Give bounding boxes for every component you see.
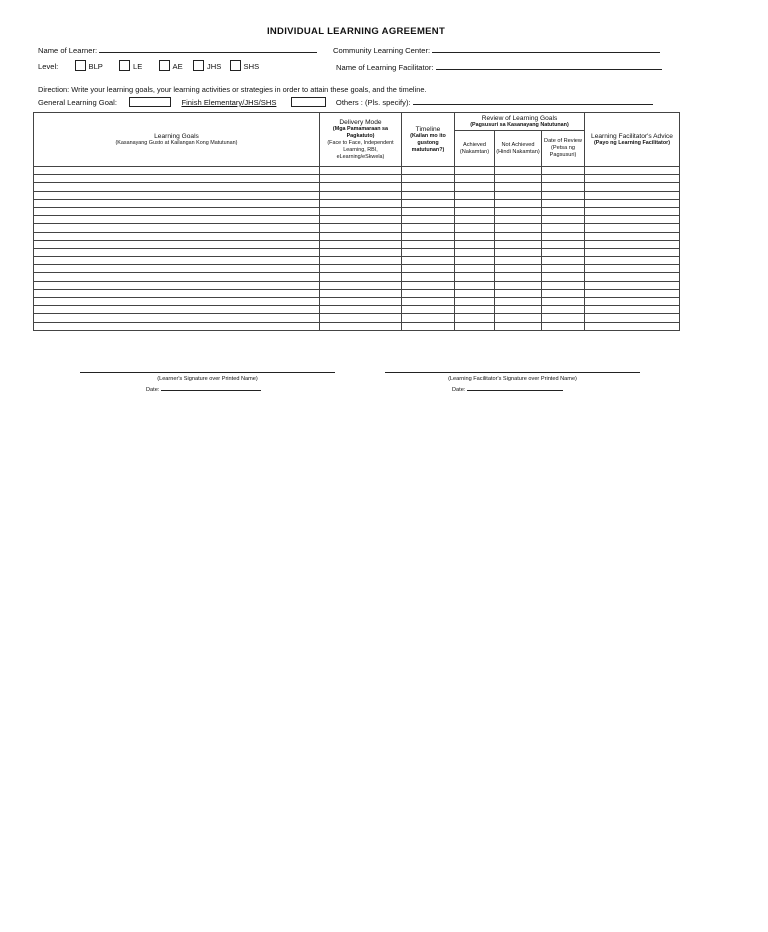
cell-review-date[interactable] <box>542 322 585 330</box>
cell-not-achieved[interactable] <box>495 314 542 322</box>
cell-achieved[interactable] <box>455 216 495 224</box>
table-row <box>34 199 680 207</box>
table-row <box>34 240 680 248</box>
table-row <box>34 232 680 240</box>
learner-signature-caption: (Learner's Signature over Printed Name) <box>157 376 258 382</box>
cell-review-date[interactable] <box>542 306 585 314</box>
cell-not-achieved[interactable] <box>495 298 542 306</box>
cell-delivery[interactable] <box>320 191 402 199</box>
cell-advice[interactable] <box>585 248 680 256</box>
table-row <box>34 289 680 297</box>
cell-goal[interactable] <box>34 298 320 306</box>
cell-timeline[interactable] <box>402 175 455 183</box>
cell-timeline[interactable] <box>402 183 455 191</box>
cell-timeline[interactable] <box>402 265 455 273</box>
cell-delivery[interactable] <box>320 216 402 224</box>
cell-goal[interactable] <box>34 322 320 330</box>
level-option-jhs: JHS <box>206 62 222 71</box>
facilitator-date-label: Date: <box>452 387 466 393</box>
learner-name-label: Name of Learner: <box>38 46 98 55</box>
cell-not-achieved[interactable] <box>495 183 542 191</box>
cell-achieved[interactable] <box>455 183 495 191</box>
cell-advice[interactable] <box>585 167 680 175</box>
cell-achieved[interactable] <box>455 298 495 306</box>
level-checkbox-ae[interactable] <box>159 60 170 71</box>
cell-timeline[interactable] <box>402 281 455 289</box>
cell-review-date[interactable] <box>542 240 585 248</box>
facilitator-row <box>336 61 662 72</box>
cell-review-date[interactable] <box>542 191 585 199</box>
header-achieved: Achieved (Nakamtan) <box>455 131 495 167</box>
cell-achieved[interactable] <box>455 289 495 297</box>
table-row <box>34 167 680 175</box>
cell-not-achieved[interactable] <box>495 232 542 240</box>
cell-review-date[interactable] <box>542 298 585 306</box>
header-learning-goals-sub: (Kasanayang Gusto at Kailangan Kong Matutunan) <box>115 139 238 146</box>
learner-name-field[interactable] <box>99 44 317 53</box>
cell-review-date[interactable] <box>542 257 585 265</box>
table-row <box>34 175 680 183</box>
header-advice <box>585 113 680 167</box>
level-checkbox-shs[interactable] <box>230 60 241 71</box>
cell-delivery[interactable] <box>320 298 402 306</box>
cell-advice[interactable] <box>585 199 680 207</box>
cell-goal[interactable] <box>34 314 320 322</box>
cell-goal[interactable] <box>34 257 320 265</box>
cell-not-achieved[interactable] <box>495 306 542 314</box>
table-row <box>34 281 680 289</box>
cell-achieved[interactable] <box>455 191 495 199</box>
cell-timeline[interactable] <box>402 322 455 330</box>
learning-goals-table <box>33 112 680 331</box>
table-row <box>34 265 680 273</box>
cell-timeline[interactable] <box>402 289 455 297</box>
cell-achieved[interactable] <box>455 281 495 289</box>
cell-achieved[interactable] <box>455 240 495 248</box>
cell-timeline[interactable] <box>402 207 455 215</box>
cell-advice[interactable] <box>585 298 680 306</box>
facilitator-label: Name of Learning Facilitator: <box>336 63 434 72</box>
header-delivery-mode-title: Delivery Mode <box>339 118 382 126</box>
header-learning-goals <box>34 113 320 167</box>
cell-advice[interactable] <box>585 257 680 265</box>
cell-review-date[interactable] <box>542 183 585 191</box>
cell-delivery[interactable] <box>320 265 402 273</box>
header-date-of-review: Date of Review (Petsa ng Pagsusuri) <box>542 131 585 167</box>
cell-advice[interactable] <box>585 191 680 199</box>
cell-delivery[interactable] <box>320 248 402 256</box>
cell-advice[interactable] <box>585 183 680 191</box>
cell-timeline[interactable] <box>402 248 455 256</box>
community-center-label: Community Learning Center: <box>333 46 431 55</box>
header-delivery-mode-note: (Face to Face, Independent Learning, RBI, eLearning/eSkwela) <box>327 139 394 160</box>
cell-achieved[interactable] <box>455 199 495 207</box>
table-row <box>34 273 680 281</box>
cell-not-achieved[interactable] <box>495 199 542 207</box>
cell-achieved[interactable] <box>455 232 495 240</box>
cell-not-achieved[interactable] <box>495 207 542 215</box>
cell-not-achieved[interactable] <box>495 175 542 183</box>
cell-achieved[interactable] <box>455 322 495 330</box>
cell-review-date[interactable] <box>542 224 585 232</box>
general-goal-row <box>38 96 653 107</box>
cell-review-date[interactable] <box>542 248 585 256</box>
cell-advice[interactable] <box>585 224 680 232</box>
cell-not-achieved[interactable] <box>495 273 542 281</box>
cell-review-date[interactable] <box>542 314 585 322</box>
learner-date-row <box>146 384 261 393</box>
cell-advice[interactable] <box>585 273 680 281</box>
cell-timeline[interactable] <box>402 257 455 265</box>
header-review <box>455 113 585 131</box>
level-checkbox-blp[interactable] <box>75 60 86 71</box>
header-timeline-sub: (Kailan mo ito gustong matutunan?) <box>410 132 446 153</box>
header-learning-goals-title: Learning Goals <box>154 132 199 140</box>
level-row <box>38 60 259 71</box>
table-row <box>34 248 680 256</box>
cell-review-date[interactable] <box>542 175 585 183</box>
cell-advice[interactable] <box>585 207 680 215</box>
header-review-sub: (Pagsusuri sa Kasanayang Natutunan) <box>470 121 569 128</box>
cell-goal[interactable] <box>34 232 320 240</box>
learner-date-label: Date: <box>146 387 160 393</box>
cell-goal[interactable] <box>34 265 320 273</box>
general-goal-label: General Learning Goal: <box>38 98 117 107</box>
cell-timeline[interactable] <box>402 298 455 306</box>
header-not-achieved: Not Achieved (Hindi Nakamtan) <box>495 131 542 167</box>
cell-not-achieved[interactable] <box>495 224 542 232</box>
cell-not-achieved[interactable] <box>495 240 542 248</box>
table-row <box>34 183 680 191</box>
cell-advice[interactable] <box>585 232 680 240</box>
facilitator-field[interactable] <box>436 61 662 70</box>
facilitator-date-field[interactable] <box>467 384 563 391</box>
cell-goal[interactable] <box>34 224 320 232</box>
cell-goal[interactable] <box>34 167 320 175</box>
community-center-field[interactable] <box>432 44 660 53</box>
header-advice-title: Learning Facilitator's Advice <box>591 132 673 140</box>
cell-advice[interactable] <box>585 240 680 248</box>
cell-achieved[interactable] <box>455 314 495 322</box>
cell-delivery[interactable] <box>320 306 402 314</box>
table-row <box>34 191 680 199</box>
cell-review-date[interactable] <box>542 216 585 224</box>
cell-timeline[interactable] <box>402 167 455 175</box>
cell-advice[interactable] <box>585 306 680 314</box>
cell-achieved[interactable] <box>455 273 495 281</box>
table-row <box>34 207 680 215</box>
cell-delivery[interactable] <box>320 224 402 232</box>
general-goal-box[interactable] <box>129 97 171 107</box>
table-row <box>34 306 680 314</box>
cell-goal[interactable] <box>34 289 320 297</box>
header-delivery-mode-sub: (Mga Pamamaraan sa Pagkatuto) <box>332 125 389 139</box>
finish-option-box[interactable] <box>291 97 326 107</box>
cell-timeline[interactable] <box>402 232 455 240</box>
community-center-row <box>333 44 660 55</box>
cell-review-date[interactable] <box>542 207 585 215</box>
cell-delivery[interactable] <box>320 175 402 183</box>
cell-timeline[interactable] <box>402 240 455 248</box>
facilitator-signature-caption: (Learning Facilitator's Signature over Printed Name) <box>448 376 577 382</box>
header-timeline <box>402 113 455 167</box>
cell-delivery[interactable] <box>320 183 402 191</box>
cell-delivery[interactable] <box>320 314 402 322</box>
cell-delivery[interactable] <box>320 240 402 248</box>
cell-goal[interactable] <box>34 175 320 183</box>
cell-not-achieved[interactable] <box>495 216 542 224</box>
cell-review-date[interactable] <box>542 273 585 281</box>
learner-name-row <box>38 44 317 55</box>
cell-achieved[interactable] <box>455 265 495 273</box>
header-review-title: Review of Learning Goals <box>481 114 558 122</box>
cell-achieved[interactable] <box>455 175 495 183</box>
level-label: Level: <box>38 62 59 71</box>
level-option-blp: BLP <box>88 62 103 71</box>
finish-option-label: Finish Elementary/JHS/SHS <box>181 98 277 107</box>
level-option-shs: SHS <box>243 62 260 71</box>
cell-delivery[interactable] <box>320 322 402 330</box>
cell-goal[interactable] <box>34 281 320 289</box>
cell-achieved[interactable] <box>455 248 495 256</box>
facilitator-signature-line[interactable] <box>385 372 640 373</box>
learner-date-field[interactable] <box>161 384 261 391</box>
table-row <box>34 257 680 265</box>
cell-delivery[interactable] <box>320 257 402 265</box>
table-row <box>34 298 680 306</box>
others-field[interactable] <box>413 96 653 105</box>
direction-text: Direction: Write your learning goals, your learning activities or strategies in order to attain these goals, and the timeline. <box>38 85 427 94</box>
cell-timeline[interactable] <box>402 306 455 314</box>
cell-not-achieved[interactable] <box>495 289 542 297</box>
cell-not-achieved[interactable] <box>495 257 542 265</box>
level-checkbox-le[interactable] <box>119 60 130 71</box>
cell-goal[interactable] <box>34 273 320 281</box>
cell-not-achieved[interactable] <box>495 167 542 175</box>
cell-review-date[interactable] <box>542 232 585 240</box>
cell-delivery[interactable] <box>320 281 402 289</box>
cell-achieved[interactable] <box>455 207 495 215</box>
cell-timeline[interactable] <box>402 273 455 281</box>
cell-advice[interactable] <box>585 314 680 322</box>
table-row <box>34 216 680 224</box>
cell-not-achieved[interactable] <box>495 281 542 289</box>
cell-delivery[interactable] <box>320 199 402 207</box>
cell-not-achieved[interactable] <box>495 322 542 330</box>
cell-advice[interactable] <box>585 281 680 289</box>
cell-goal[interactable] <box>34 240 320 248</box>
cell-delivery[interactable] <box>320 232 402 240</box>
cell-goal[interactable] <box>34 216 320 224</box>
cell-achieved[interactable] <box>455 224 495 232</box>
cell-advice[interactable] <box>585 216 680 224</box>
cell-review-date[interactable] <box>542 289 585 297</box>
cell-delivery[interactable] <box>320 207 402 215</box>
cell-timeline[interactable] <box>402 216 455 224</box>
facilitator-date-row <box>452 384 563 393</box>
cell-not-achieved[interactable] <box>495 191 542 199</box>
level-option-ae: AE <box>172 62 183 71</box>
header-timeline-title: Timeline <box>415 125 441 133</box>
cell-timeline[interactable] <box>402 199 455 207</box>
cell-goal[interactable] <box>34 306 320 314</box>
form-title: INDIVIDUAL LEARNING AGREEMENT <box>266 26 446 37</box>
cell-not-achieved[interactable] <box>495 265 542 273</box>
header-delivery-mode <box>320 113 402 167</box>
cell-review-date[interactable] <box>542 281 585 289</box>
cell-goal[interactable] <box>34 207 320 215</box>
cell-goal[interactable] <box>34 248 320 256</box>
cell-timeline[interactable] <box>402 191 455 199</box>
cell-goal[interactable] <box>34 199 320 207</box>
cell-goal[interactable] <box>34 191 320 199</box>
cell-delivery[interactable] <box>320 289 402 297</box>
cell-advice[interactable] <box>585 322 680 330</box>
cell-review-date[interactable] <box>542 167 585 175</box>
table-row <box>34 322 680 330</box>
cell-achieved[interactable] <box>455 306 495 314</box>
cell-review-date[interactable] <box>542 265 585 273</box>
cell-timeline[interactable] <box>402 314 455 322</box>
table-row <box>34 224 680 232</box>
level-checkbox-jhs[interactable] <box>193 60 204 71</box>
cell-goal[interactable] <box>34 183 320 191</box>
cell-achieved[interactable] <box>455 257 495 265</box>
cell-review-date[interactable] <box>542 199 585 207</box>
cell-advice[interactable] <box>585 175 680 183</box>
cell-delivery[interactable] <box>320 273 402 281</box>
level-option-le: LE <box>132 62 143 71</box>
cell-advice[interactable] <box>585 289 680 297</box>
cell-advice[interactable] <box>585 265 680 273</box>
cell-delivery[interactable] <box>320 167 402 175</box>
learner-signature-line[interactable] <box>80 372 335 373</box>
header-advice-sub: (Payo ng Learning Facilitator) <box>593 139 671 146</box>
cell-timeline[interactable] <box>402 224 455 232</box>
cell-achieved[interactable] <box>455 167 495 175</box>
cell-not-achieved[interactable] <box>495 248 542 256</box>
learning-goals-body <box>34 167 680 331</box>
others-label: Others : (Pls. specify): <box>335 98 411 107</box>
table-row <box>34 314 680 322</box>
